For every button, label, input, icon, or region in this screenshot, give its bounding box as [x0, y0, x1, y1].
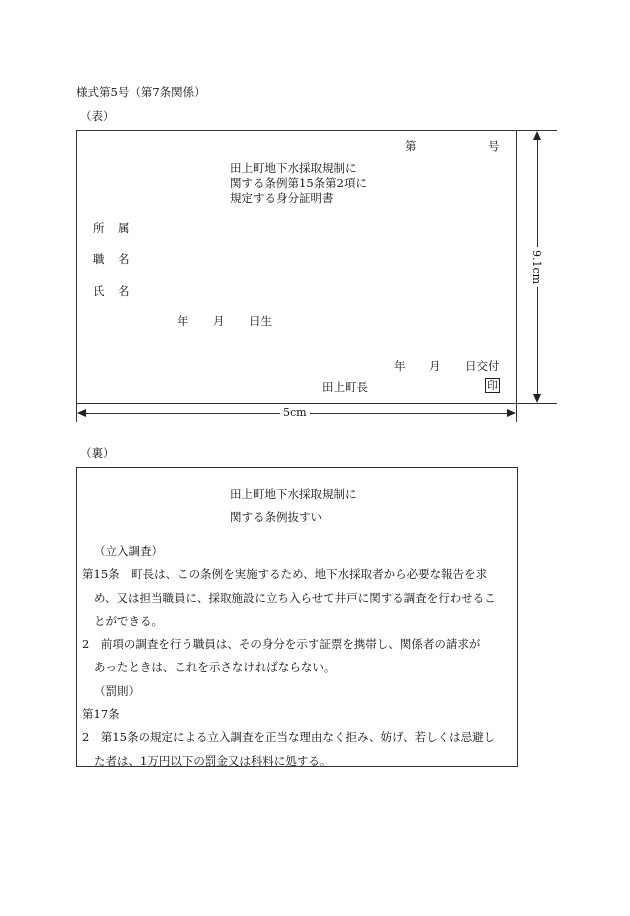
issuer: 田上町長 — [322, 380, 368, 394]
field-name-char2: 名 — [118, 284, 130, 298]
width-dim-arrow-right-icon — [507, 409, 516, 417]
article-15-line-2: め、又は担当職員に、採取施設に立ち入らせて井戸に関する調査を行わせるこ — [94, 590, 496, 605]
number-suffix: 号 — [488, 139, 500, 153]
height-dim-arrow-down-icon — [533, 394, 541, 403]
back-body — [82, 540, 514, 773]
width-dim-tick-right — [516, 404, 517, 422]
issue-day: 日交付 — [465, 359, 500, 373]
article-17: 第17条 — [82, 707, 120, 722]
article-17-2-line-2: た者は、1万円以下の罰金又は科料に処する。 — [94, 753, 332, 768]
seal-mark: 印 — [487, 379, 498, 392]
article-15-2-line-2: あったときは、これを示さなければならない。 — [94, 660, 336, 675]
heading-on-site-inspection: （立入調査） — [94, 544, 163, 558]
article-15-line-3: とができる。 — [94, 613, 163, 628]
article-17-2-line-1: 2 第15条の規定による立入調査を正当な理由なく拒み、妨げ、若しくは忌避し — [82, 730, 496, 745]
heading-penalties: （罰則） — [94, 683, 140, 698]
field-position-char2: 名 — [118, 252, 130, 266]
issue-year: 年 — [394, 359, 406, 373]
field-position-char1: 職 — [93, 252, 105, 266]
form-number: 様式第5号（第7条関係） — [76, 85, 206, 99]
field-affiliation-char1: 所 — [93, 221, 105, 235]
width-dim-label: 5cm — [280, 406, 310, 419]
back-title-line-1: 田上町地下水採取規制に — [230, 487, 357, 501]
number-label: 第 — [405, 139, 417, 153]
front-title-line-2: 関する条例第15条第2項に — [230, 176, 367, 190]
field-affiliation-char2: 属 — [118, 221, 130, 235]
issue-month: 月 — [429, 359, 441, 373]
article-15-line-1: 第15条 町長は、この条例を実施するため、地下水採取者から必要な報告を求 — [82, 567, 488, 582]
birth-month: 月 — [213, 314, 225, 328]
height-dim-arrow-up-icon — [533, 131, 541, 140]
birth-day: 日生 — [249, 314, 272, 328]
front-title-line-1: 田上町地下水採取規制に — [230, 161, 357, 175]
birth-year: 年 — [177, 314, 189, 328]
width-dim-arrow-left-icon — [77, 409, 86, 417]
field-name-char1: 氏 — [93, 284, 105, 298]
front-title-line-3: 規定する身分証明書 — [230, 191, 334, 205]
height-dim-label: 9.1cm — [530, 247, 543, 287]
back-side-label: （裏） — [80, 446, 115, 460]
front-side-label: （表） — [80, 109, 115, 123]
height-dim-tick-bottom — [517, 403, 557, 404]
article-15-2-line-1: 2 前項の調査を行う職員は、その身分を示す証票を携帯し、関係者の請求が — [82, 637, 481, 652]
back-title-line-2: 関する条例抜すい — [230, 510, 322, 524]
